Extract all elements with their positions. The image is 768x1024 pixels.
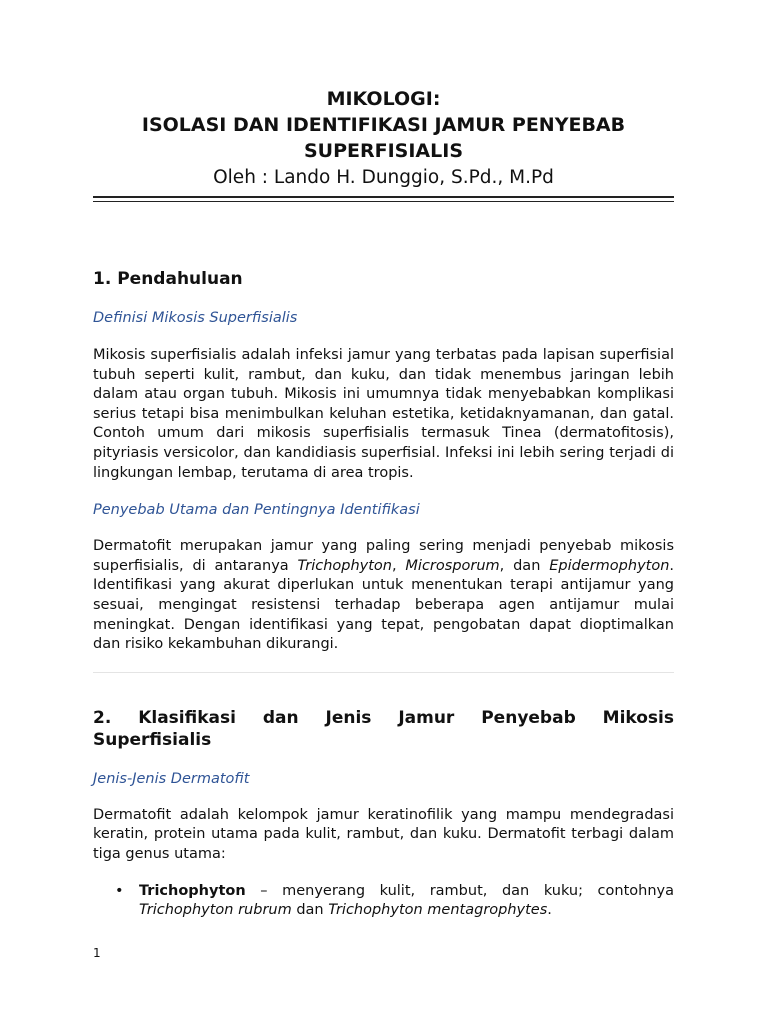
- text-run: . Identifikasi yang akurat diperlukan untuk menentukan terapi antijamur yang sesuai, mengingat resistensi terhadap beberapa agen antijamur mulai meningkat. Dengan identifikasi yang tepat, pengobatan dapat dioptimalkan dan risiko kekambuhan dikurangi.: [93, 557, 675, 653]
- title-line-1: MIKOLOGI:: [326, 88, 441, 110]
- page-number: 1: [93, 946, 101, 960]
- bullet-icon: •: [115, 882, 124, 899]
- species-name: Trichophyton mentagrophytes: [328, 902, 548, 919]
- text-run: dan: [291, 902, 329, 919]
- text-run: Dermatofit merupakan jamur yang paling sering menjadi penyebab mikosis superfisialis, di antaranya: [93, 538, 674, 574]
- title-line-3: SUPERFISIALIS: [303, 140, 463, 162]
- list-item-term: Trichophyton: [139, 882, 246, 899]
- section-2-heading-line-1: 2. Klasifikasi dan Jenis Jamur Penyebab Mikosis: [93, 707, 674, 728]
- document-title: [93, 86, 674, 164]
- list-item: [93, 882, 674, 921]
- section-1-heading: 1. Pendahuluan: [93, 269, 243, 289]
- section-divider: [93, 672, 674, 673]
- text-run: – menyerang kulit, rambut, dan kuku; contohnya: [245, 882, 674, 899]
- genus-microsporum: Microsporum: [405, 557, 500, 574]
- section-1-subheading-1: Definisi Mikosis Superfisialis: [93, 310, 298, 326]
- genus-list: [93, 882, 674, 921]
- author-line: Oleh : Lando H. Dunggio, S.Pd., M.Pd: [213, 167, 554, 188]
- section-1-paragraph-2: [93, 537, 674, 655]
- title-double-rule: [93, 196, 674, 202]
- text-run: ,: [391, 557, 406, 574]
- text-run: , dan: [499, 557, 550, 574]
- section-2-heading-line-2: Superfisialis: [93, 729, 212, 750]
- title-line-2: ISOLASI DAN IDENTIFIKASI JAMUR PENYEBAB: [141, 114, 626, 136]
- genus-epidermophyton: Epidermophyton: [549, 557, 670, 574]
- genus-trichophyton: Trichophyton: [297, 557, 392, 574]
- section-2-paragraph-1: Dermatofit adalah kelompok jamur keratinofilik yang mampu mendegradasi keratin, protein utama pada kulit, rambut, dan kuku. Dermatofit terbagi dalam tiga genus utama:: [93, 806, 674, 862]
- section-2-subheading-1: Jenis-Jenis Dermatofit: [93, 770, 250, 787]
- section-1-subheading-2: Penyebab Utama dan Pentingnya Identifikasi: [93, 502, 420, 519]
- document-page: [93, 86, 674, 921]
- species-name: Trichophyton rubrum: [139, 902, 292, 919]
- section-1-paragraph-1: Mikosis superfisialis adalah infeksi jamur yang terbatas pada lapisan superfisial tubuh seperti kulit, rambut, dan kuku, dan tidak menembus jaringan lebih dalam atau organ tubuh. Mikosis ini umumnya tidak menyebabkan komplikasi serius tetapi bisa menimbulkan keluhan estetika, ketidaknyamanan, dan gatal. Contoh umum dari mikosis superfisialis termasuk Tinea (dermatofitosis), pityriasis versicolor, dan kandidiasis superfisial. Infeksi ini lebih sering terjadi di lingkungan lembap, terutama di area tropis.: [93, 347, 674, 481]
- text-run: .: [547, 902, 552, 919]
